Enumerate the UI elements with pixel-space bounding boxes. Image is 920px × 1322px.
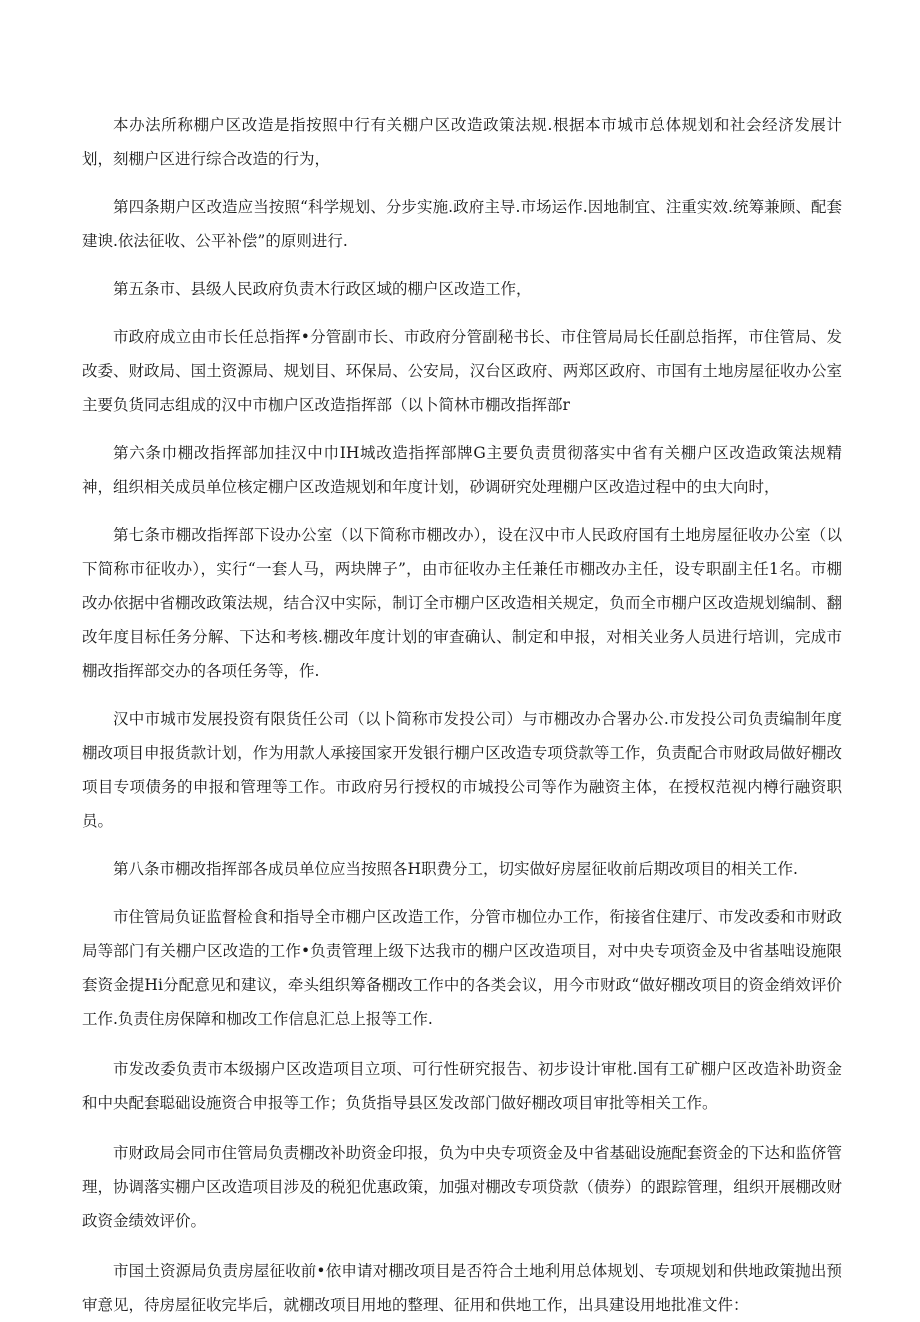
paragraph-article-7: 第七条市棚改指挥部下设办公室（以下简称市棚改办），设在汉中市人民政府国有土地房屋征收办公室（以下简称市征收办），实行“一套人马，两块牌子”，由市征收办主任兼任市棚改办主任，设专职副主任1名。市棚改办依据中省棚改政策法规，结合汉中实际，制订全市棚户区改造相关规定，负而全市棚户区改造规划编制、翻改年度目标任务分解、下达和考核.棚改年度计划的审查确认、制定和申报，对相关业务人员进行培训，完成市棚改指挥部交办的各项任务等，作. bbox=[82, 526, 842, 680]
paragraph-housing-bureau: 市住管局负证监督检食和指导全市棚户区改造工作，分管市枷位办工作，衔接省住建厅、市发改委和市财政局等部门有关棚户区改造的工作•负责管理上级下达我市的棚户区改造项目，对中央专项资金及中省基咄设施限套资金提Hi分配意见和建议，牵头组织筹备棚改工作中的各类会议，用今市财政“做好棚改项目的资金绡效评价工作.负责住房保障和枷改工作信息汇总上报等工作. bbox=[82, 908, 842, 1028]
paragraph-article-5: 第五条市、县级人民政府负责木行政区域的棚户区改造工作， bbox=[113, 280, 532, 298]
paragraph-development-commission: 市发改委负责市本级搦户区改造项目立项、可行性研究报告、初步设计审枇.国有工矿棚户区改造补助资金和中央配套聪础设施资合申报等工作；负货指导县区发改部门做好棚改项目审批等相关工作。 bbox=[82, 1060, 842, 1112]
paragraph-article-4: 第四条期户区改造应当按照“科学规划、分步实施.政府主导.市场运作.因地制宜、注重实效.统筹兼顾、配套建谀.依法征收、公平补偿”的原则进行. bbox=[82, 198, 842, 250]
paragraph-definition: 本办法所称棚户区改造是指按照中行有关棚户区改造政策法规.根据本市城市总体规划和社会经济发展计划，刻棚户区进行综合改造的行为， bbox=[82, 116, 842, 168]
paragraph-investment-company: 汉中市城市发展投资有限货任公司（以卜简称市发投公司）与市棚改办合署办公.市发投公司负责编制年度棚改项目申报货款计划，作为用款人承接国家开发银行棚户区改造专项贷款等工作，负责配合市财政局做好棚改项目专项债务的申报和管理等工作。市政府另行授权的市城投公司等作为融资主体，在授权范视内樽行融资职员。 bbox=[82, 710, 842, 830]
paragraph-article-8: 第八条市棚改指挥部各成员单位应当按照各H职费分工，切实做好房屋征收前后期改项目的相关工作. bbox=[113, 860, 798, 878]
document-body bbox=[82, 108, 842, 1322]
paragraph-land-resources-bureau: 市国土资源局负责房屋征收前•依申请对棚改项目是否符合土地利用总体规划、专项规划和供地政策抛出预审意见，待房屋征收完毕后，就棚改项目用地的整理、征用和供地工作，出具建设用地批准文件： bbox=[82, 1262, 842, 1314]
paragraph-article-6: 第六条巾棚改指挥部加挂汉中巾IH城改造指挥部牌G主要负责贯彻落实中省有关棚户区改造政策法规精神，组织相关成员单位核定棚户区改造规划和年度计划，砂调研究处理棚户区改造过程中的虫大向时， bbox=[82, 444, 842, 496]
paragraph-finance-bureau: 市财政局会同市住管局负责棚改补助资金印报，负为中央专项资金及中省基础设施配套资金的下达和监侪管理，协调落实棚户区改造项目涉及的税犯优惠政策，加强对棚改专项贷款（债券）的跟踪管理，组织开展棚改财政资金绩效评价。 bbox=[82, 1144, 842, 1230]
paragraph-headquarters: 市政府成立由市长任总指挥•分管副市长、市政府分管副秘书长、市住管局局长任副总指挥，市住管局、发改委、财政局、国土资源局、规划目、环保局、公安局，汉台区政府、两郑区政府、市国有土地房屋征收办公室主要负货同志组成的汉中市枷户区改造指挥部（以卜简林市棚改指挥部r bbox=[82, 328, 842, 414]
